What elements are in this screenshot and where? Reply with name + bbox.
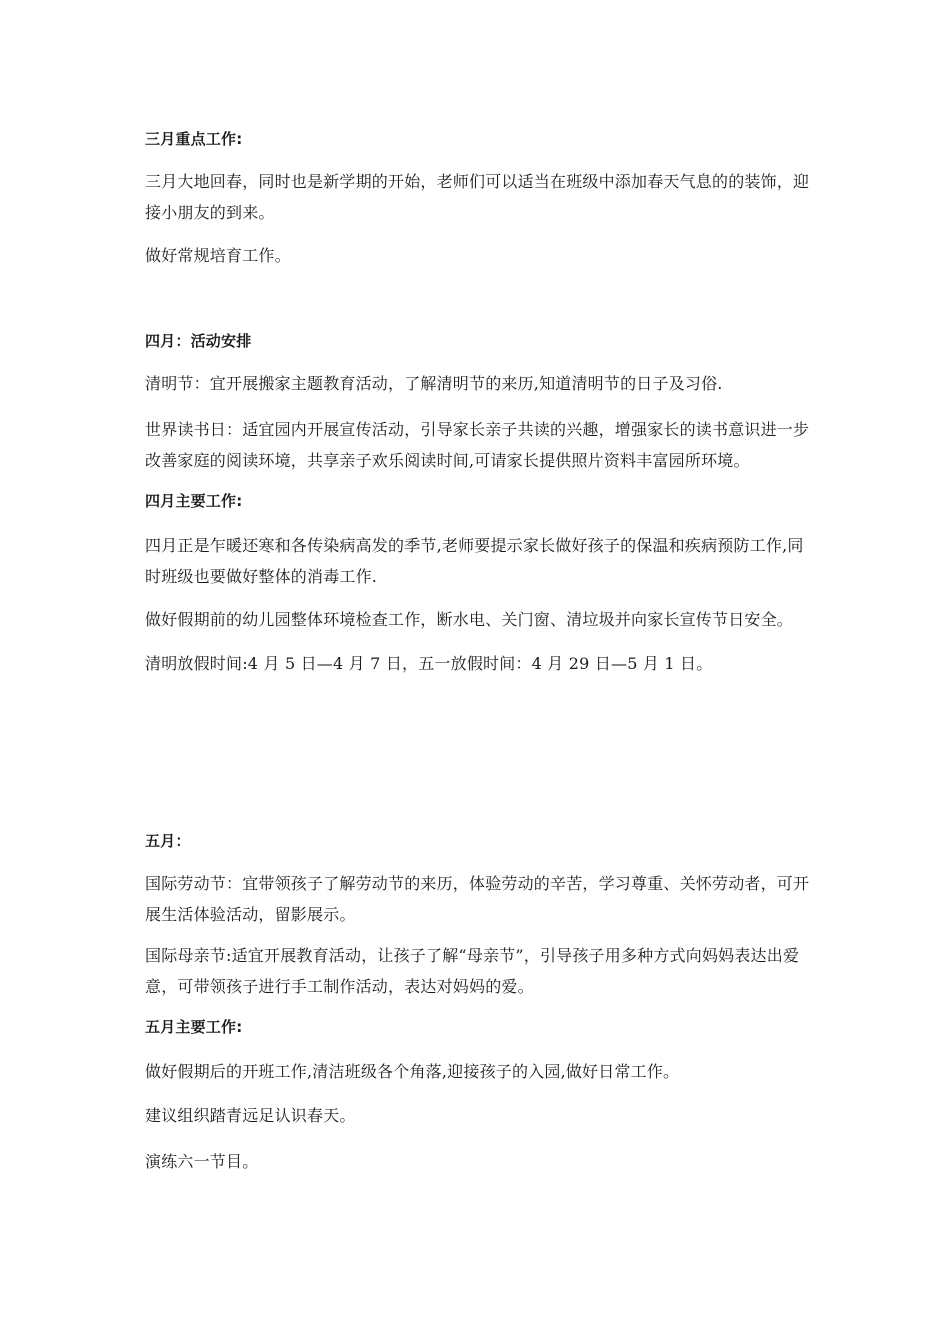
april-activities-heading: 四月：活动安排 <box>145 332 252 350</box>
april-reading-day-paragraph: 世界读书日：适宜园内开展宣传活动，引导家长亲子共读的兴趣，增强家长的读书意识进一步改善家庭的阅读环境，共享亲子欢乐阅读时间,可请家长提供照片资料丰富园所环境。 <box>145 420 810 470</box>
may-activities-heading: 五月： <box>145 832 191 850</box>
march-heading: 三月重点工作: <box>145 130 243 148</box>
april-work-health-paragraph: 四月正是乍暖还寒和各传染病高发的季节,老师要提示家长做好孩子的保温和疾病预防工作,同时班级也要做好整体的消毒工作. <box>145 536 804 586</box>
april-qingming-paragraph: 清明节：宜开展搬家主题教育活动，了解清明节的来历,知道清明节的日子及习俗. <box>145 374 723 393</box>
may-mothers-day-paragraph: 国际母亲节:适宜开展教育活动，让孩子了解“母亲节”，引导孩子用多种方式向妈妈表达出爱意，可带领孩子进行手工制作活动，表达对妈妈的爱。 <box>145 946 800 996</box>
may-work-reopen-paragraph: 做好假期后的开班工作,清洁班级各个角落,迎接孩子的入园,做好日常工作。 <box>145 1062 680 1081</box>
april-holidays-paragraph: 清明放假时间:4 月 5 日—4 月 7 日，五一放假时间：4 月 29 日—5 月 1 日。 <box>145 654 713 673</box>
april-work-safety-paragraph: 做好假期前的幼儿园整体环境检查工作，断水电、关门窗、清垃圾并向家长宣传节日安全。 <box>145 610 794 629</box>
may-labor-day-paragraph: 国际劳动节：宜带领孩子了解劳动节的来历，体验劳动的辛苦，学习尊重、关怀劳动者，可开展生活体验活动，留影展示。 <box>145 874 810 924</box>
march-paragraph-routine: 做好常规培育工作。 <box>145 246 291 265</box>
march-paragraph-decoration: 三月大地回春，同时也是新学期的开始，老师们可以适当在班级中添加春天气息的的装饰，迎接小朋友的到来。 <box>145 172 810 222</box>
april-work-heading: 四月主要工作: <box>145 492 243 510</box>
may-work-heading: 五月主要工作: <box>145 1018 243 1036</box>
may-work-outing-paragraph: 建议组织踏青远足认识春天。 <box>145 1106 356 1125</box>
may-work-rehearsal-paragraph: 演练六一节目。 <box>145 1152 259 1171</box>
